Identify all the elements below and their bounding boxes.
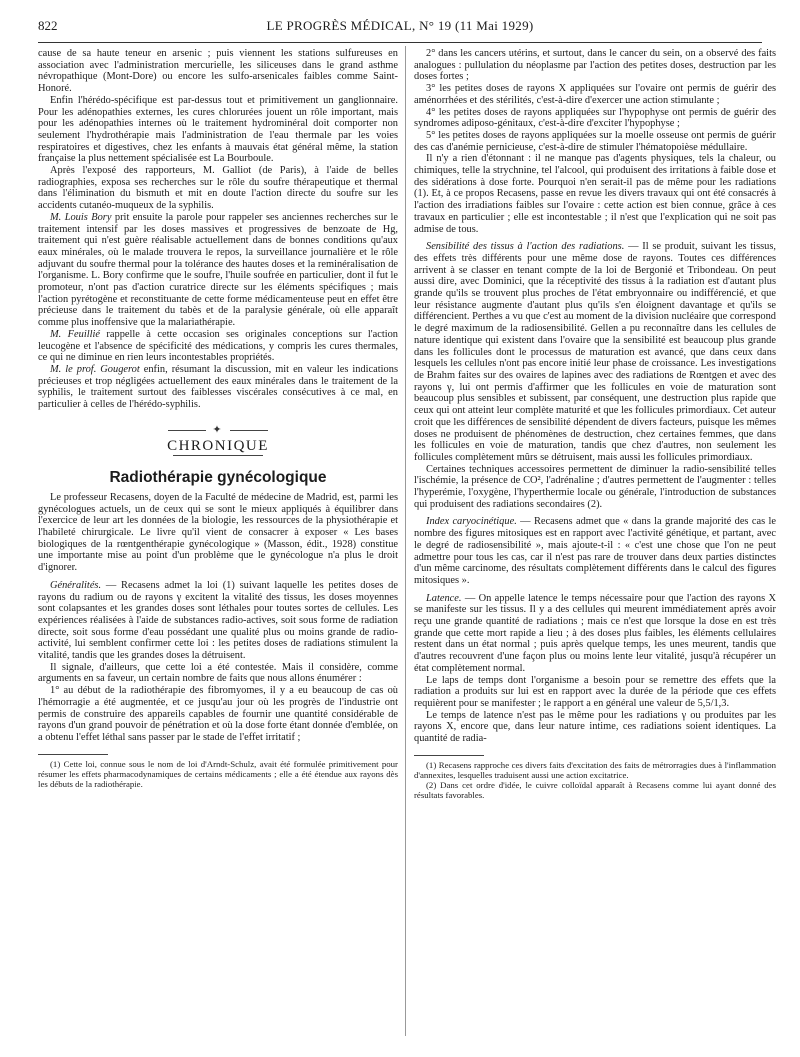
section-rule (173, 455, 263, 456)
paragraph-text: — Recasens admet que « dans la grande majorité des cas le nombre des figures mitosiques est en rapport avec l'activité génétique, et partant, avec le degré de radiosensibilité », mais ajoute-t-il : « c'est une chose que l'on ne peut admettre pour tous les cas, car il n'est pas rare de trouver dans deux parties distinctes d'un même carcinome, des résultats complètement différents dans le calcul des figures mitosiques ». (414, 516, 776, 586)
speaker-name: M. Feuillié (50, 328, 100, 340)
paragraph (414, 593, 776, 675)
run-in-heading: Index caryocinétique. (426, 516, 517, 528)
run-in-heading: Généralités. (50, 579, 102, 591)
paragraph: 4° les petites doses de rayons appliquées sur l'hypophyse ont permis de guérir des syndromes adiposo-génitaux, c'est-à-dire d'exciter l'hypophyse ; (414, 106, 776, 130)
paragraph-text: rappelle à cette occasion ses originales conceptions sur l'action leucogène et l'absence de spécificité des médications, y compris les cures thermales, ce qui ne diminue en rien leurs incontestables propriétés. (38, 328, 398, 364)
ornament-divider: ✦ (38, 425, 398, 437)
paragraph-text: prit ensuite la parole pour rappeler ses anciennes recherches sur le traitement intensif par les doses massives et progressives de benzoate de Hg, traitement qui n'est guère réalisable actuellement dans de bonnes conditions qu'aux eaux minérales, où le malade trouvera le repos, la surveillance journalière et le rôle adjuvant du soufre thermal pour la tolérance des hautes doses et la reminéralisation de l'organisme. L. Bory confirme que le soufre, l'huile soufrée en particulier, dont il fut le promoteur, n'ont pas d'action curatrice directe sur les éléments spécifiques ; mais l'action pyrétogène et reconstituante de cette forme médicamenteuse peut en effet être précieuse dans le traitement du tabès et de la paralysie générale, où elle apparaît comme plus inoffensive que la malariathérapie. (38, 211, 399, 329)
paragraph (38, 212, 398, 329)
paragraph: 2° dans les cancers utérins, et surtout, dans le cancer du sein, on a observé des faits analogues : pullulation du néoplasme par l'action des petites doses, destruction par les doses fortes ; (414, 48, 776, 83)
paragraph: Certaines techniques accessoires permettent de diminuer la radio-sensibilité telles l'ischémie, la présence de CO², l'adrénaline ; d'autres permettent de l'augmenter : telles l'hyperémie, l'oxygène, l'hyperthermie locale ou générale, l'introduction de substances qui produisent des radiations secondaires (2). (414, 463, 776, 510)
paragraph: 5° les petites doses de rayons appliquées sur la moelle osseuse ont permis de guérir des cas d'anémie pernicieuse, c'est-à-dire de stimuler l'hématopoièse médullaire. (414, 129, 776, 153)
speaker-name: M. Louis Bory (50, 211, 112, 223)
page-number: 822 (38, 18, 58, 33)
paragraph: 1° au début de la radiothérapie des fibromyomes, il y a eu beaucoup de cas où l'hémorragie a été augmentée, et ce jusqu'au jour où les progrès de l'industrie ont permis de construire des appareils capables de fournir une quantité considérable de rayons d'un grand pouvoir de pénétration et où la dose forte étant donnée d'emblée, on a obtenu l'effet léthal sans passer par le stade de l'effet irritatif ; (38, 685, 398, 743)
header-rule (38, 42, 762, 43)
paragraph: 3° les petites doses de rayons X appliquées sur l'ovaire ont permis de guérir des aménorrhées et des stérilités, c'est-à-dire d'exercer une action stimulante ; (414, 83, 776, 106)
right-column (414, 48, 776, 800)
journal-title: LE PROGRÈS MÉDICAL, N° 19 (11 Mai 1929) (266, 18, 534, 33)
article-title: Radiothérapie gynécologique (109, 469, 327, 487)
column-divider (405, 46, 406, 1036)
paragraph: Il signale, d'ailleurs, que cette loi a été contestée. Mais il considère, comme arguments en sa faveur, un certain nombre de faits que nous allons énumérer : (38, 661, 398, 685)
footnote-rule (414, 755, 484, 756)
paragraph: Après l'exposé des rapporteurs, M. Galliot (de Paris), à l'aide de belles radiographies, exposa ses recherches sur le rôle du soufre thérapeutique et thermal dans l'élimination du bismuth et mit en doute l'action directe du soufre sur les accidents cutanéo-muqueux de la syphilis. (38, 165, 398, 212)
section-heading: CHRONIQUE (167, 437, 269, 454)
run-in-heading: Latence. (426, 592, 462, 604)
footnote-rule (38, 754, 108, 755)
paragraph: Il n'y a rien d'étonnant : il ne manque pas d'agents physiques, tels la chaleur, ou chimiques, telle la strychnine, tel l'alcool, qui produisent des irritations à faible dose et des sidérations à dose forte. Pourquoi n'en serait-il pas de même pour les radiations (1). Et, à ce propos Recasens, passe en revue les divers travaux qui ont été consacrés à l'action des irradiations faibles sur l'ovaire : cette action est bien connue, grâce à ces travaux en particulier ; elle est incontestable ; il n'est que l'explication qui ne soit pas admise de tous. (414, 153, 776, 235)
paragraph: Enfin l'hérédo-spécifique est par-dessus tout et primitivement un ganglionnaire. Pour les adénopathies externes, les cures chlorurées jouent un rôle important, mais pour les adénopathies internes où le traitement hydrominéral doit comporter non seulement l'hydrothérapie mais l'administration de l'eau thermale par les voies respiratoires et digestives, chez les enfants à mauvais état général même, la station française la plus nettement spécialisée est La Bourboule. (38, 94, 398, 165)
speaker-name: M. le prof. Gougerot (50, 363, 140, 375)
paragraph (38, 329, 398, 364)
paragraph (414, 516, 776, 586)
paragraph (38, 364, 398, 411)
left-column (38, 48, 398, 789)
footnote: (1) Cette loi, connue sous le nom de loi d'Arndt-Schulz, avait été formulée primitivement pour résumer les effets pharmacodynamiques de certains médicaments ; elle a été étendue aux rayons dès les débuts de la radiothérapie. (38, 758, 398, 789)
paragraph-text: — Il se produit, suivant les tissus, des effets très différents pour une même dose de rayons. Toutes ces différences arrivent à se classer en tenant compte de la loi de Bergonié et Tribondeau. On peut aussi dire, avec Dominici, que la réceptivité des tissus à la radiation est d'autant plus grande qu'ils se trouvent plus proches de l'état embryonnaire ou indifférencié, et que leur résistance augmente d'autant plus qu'ils s'en éloignent davantage et qu'ils se différencient. Perthes a vu que c'est au moment de la division nucléaire que correspond le degré maximum de la radiosensibilité. Gellen a pu reconnaître dans les cellules de nature identique qui existent dans l'ovaire que la sensibilité est beaucoup plus grande dans les follicules dont le processus de maturation est avancé, que dans ceux dans lesquels les cellules n'ont pas encore initié leur phase de croissance. Les investigations de Brahm faites sur des ovaires de lapines avec des radiations de Rœntgen et avec des rayons γ, lui ont permis d'affirmer que les follicules en voie de maturation sont beaucoup plus sensibles et subissent, par conséquent, une destruction plus rapide que ceux qui ont atteint leur complète maturité et que les follicules primordiaux. Cet auteur croit que les différences de sensibilité dépendent de divers facteurs, puisque les mêmes doses ne produisent de phénomènes de destruction, chez certaines femmes, que dans les follicules en voie de maturation, tandis que chez d'autres, non seulement les follicules complètement mûrs se détruisent, mais aussi les follicules primordiaux. (414, 241, 776, 463)
run-in-heading: Sensibilité des tissus à l'action des radiations. (426, 241, 625, 253)
paragraph-text: enfin, résumant la discussion, mit en valeur les indications précieuses et trop négligées actuellement des eaux minérales dans le traitement de la syphilis, le traitement surtout des faiblesses viscérales consécutives à ce mal, en particulier à celles de l'hérédo-syphilis. (38, 363, 398, 411)
paragraph (414, 241, 776, 463)
paragraph: cause de sa haute teneur en arsenic ; puis viennent les stations sulfureuses en association avec l'administration mercurielle, les siliceuses dans le grand asthme névropathique (Mont-Dore) ou encore les sulfo-arsenicales faibles comme Saint-Honoré. (38, 48, 398, 95)
paragraph (38, 580, 398, 662)
paragraph: Le temps de latence n'est pas le même pour les radiations γ ou produites par les rayons X, encore que, dans leur nature intime, ces radiations soient identiques. La quantité de radia- (414, 709, 776, 745)
paragraph: Le professeur Recasens, doyen de la Faculté de médecine de Madrid, est, parmi les gynécologues actuels, un de ceux qui se sont le mieux appliqués à équilibrer dans l'exercice de leur art les données de la biologie, les ressources de la physiothérapie et l'habileté chirurgicale. Le livre qu'il vient de consacrer à exposer « Les bases biologiques de la rœntgenthérapie gynécologique » (Masson, édit., 1928) constitue une importante mise au point d'un problème que le gynécologue n'a plus le droit d'ignorer. (38, 491, 398, 574)
paragraph-text: — On appelle latence le temps nécessaire pour que l'action des rayons X se manifeste sur les tissus. Il y a des cellules qui meurent immédiatement après avoir reçu une grande quantité de radiations ; mais ce n'est que lorsque la dose en est très grande que cette mort rapide a lieu ; à des doses plus faibles, les éléments cellulaires restent dans un état normal ; puis après quelque temps, les unes meurent, tandis que d'autres recouvrent d'une façon plus ou moins lente leur vitalité, jusqu'à récupérer un état complètement normal. (414, 592, 776, 674)
page-header (38, 18, 762, 40)
paragraph: Le laps de temps dont l'organisme a besoin pour se remettre des effets que la radiation a produits sur lui est en rapport avec la durée de la période que ces effets requièrent pour se manifester ; le rapport a en général une valeur de 5,5/1,3. (414, 674, 776, 709)
paragraph-text: — Recasens admet la loi (1) suivant laquelle les petites doses de rayons du radium ou de rayons γ excitent la vitalité des tissus, les doses moyennes sont colapsantes et les grandes doses sont léthales pour toutes sortes de cellules. Les expériences réalisées à l'aide de substances radio-actives, soit sous forme de radiation directe, soit sous forme d'eau possédant une qualité plus ou moins grande de radio-activité, lui semblent confirmer cette loi : les petites doses de radiations stimulent la vitalité, tandis que les grandes doses la détruisent. (38, 579, 398, 662)
footnote: (2) Dans cet ordre d'idée, le cuivre colloïdal apparaît à Recasens comme lui ayant donné des résultats favorables. (414, 779, 776, 800)
footnote: (1) Recasens rapproche ces divers faits d'excitation des faits de métrorragies dues à l'inflammation d'annexites, lesquelles traduisent aussi une action excitatrice. (414, 759, 776, 780)
